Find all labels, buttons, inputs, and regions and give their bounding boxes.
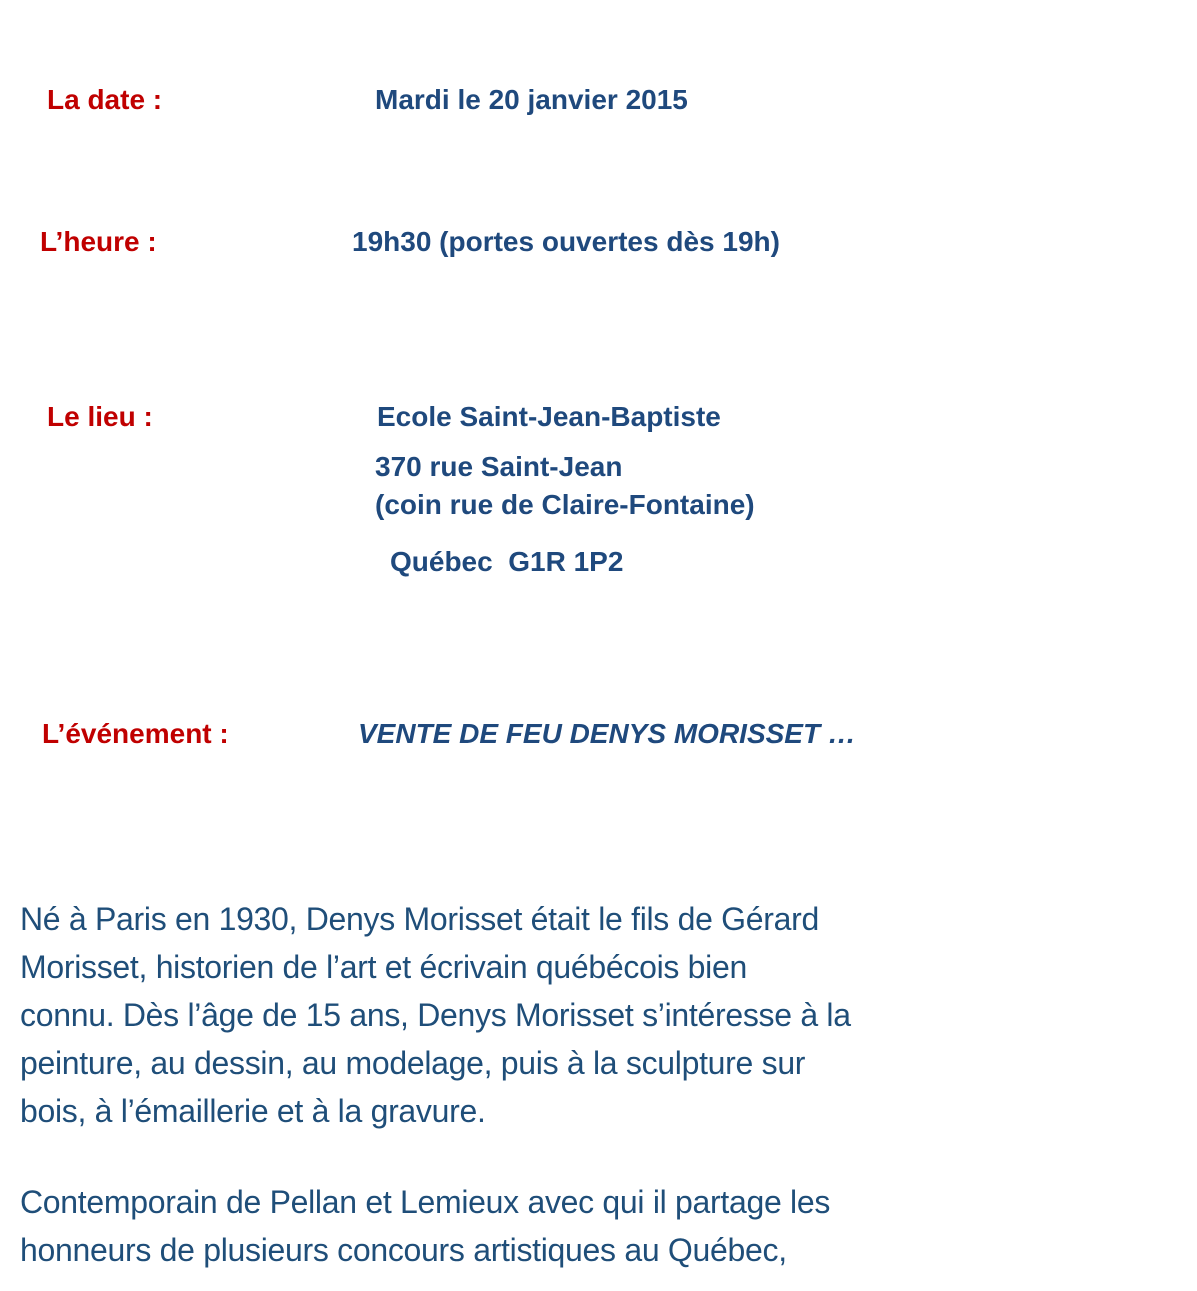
body-line: honneurs de plusieurs concours artistiques au Québec, [20, 1232, 787, 1268]
event-label: L’événement : [42, 718, 229, 749]
body-line: Né à Paris en 1930, Denys Morisset était le fils de Gérard [20, 901, 819, 937]
time-value: 19h30 (portes ouvertes dès 19h) [352, 226, 780, 257]
date-value: Mardi le 20 janvier 2015 [375, 84, 688, 115]
date-label: La date : [47, 84, 163, 115]
body-line: bois, à l’émaillerie et à la gravure. [20, 1093, 486, 1129]
event-value: VENTE DE FEU DENYS MORISSET … [358, 718, 856, 749]
body-line: Morisset, historien de l’art et écrivain québécois bien [20, 949, 747, 985]
place-city: Québec G1R 1P2 [390, 546, 624, 577]
body-line: connu. Dès l’âge de 15 ans, Denys Morisset s’intéresse à la [20, 997, 851, 1033]
body-line: Contemporain de Pellan et Lemieux avec qui il partage les [20, 1184, 831, 1220]
place-street: 370 rue Saint-Jean [375, 451, 623, 482]
body-line: peinture, au dessin, au modelage, puis à la sculpture sur [20, 1045, 806, 1081]
place-name: Ecole Saint-Jean-Baptiste [377, 401, 721, 432]
time-label: L’heure : [40, 226, 157, 257]
place-corner: (coin rue de Claire-Fontaine) [375, 489, 755, 520]
place-label: Le lieu : [47, 401, 153, 432]
